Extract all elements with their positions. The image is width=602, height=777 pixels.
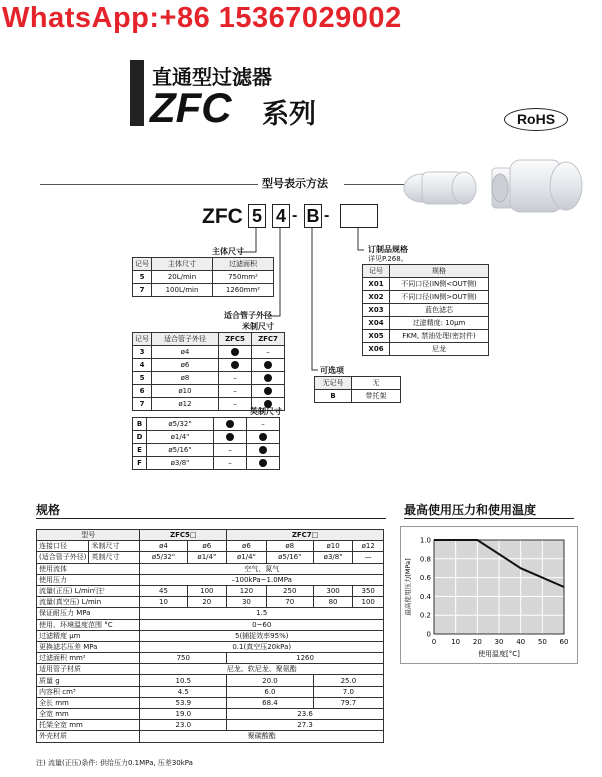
x-tick-label: 30 <box>494 638 504 646</box>
chart-title: 最高使用压力和使用温度 <box>404 503 537 517</box>
table-row: 型号 ZFC5□ ZFC7□ <box>37 530 384 541</box>
available-dot <box>226 433 234 441</box>
custom-subtitle: 详见P.268。 <box>368 255 408 263</box>
rohs-logo: RoHS <box>504 108 568 131</box>
table-row: 外壳材质 聚碳酸酯 <box>37 731 384 742</box>
table-row: X03 蓝色滤芯 <box>363 304 489 317</box>
x-tick-label: 0 <box>431 638 437 646</box>
title-series: ZFC <box>150 84 232 131</box>
spec-divider <box>36 518 386 519</box>
tube-table: 记号 适合管子外径 ZFC5 ZFC7 3 ø4 – 4 ø6 5 ø8 – 6 ø10 – 7 ø12 – <box>132 332 285 411</box>
option-table <box>314 376 401 403</box>
table-row: (适合管子外径) 英制尺寸 ø5/32" ø1/4" ø1/4" ø5/16" ø3/8" — <box>37 552 384 563</box>
available-dot <box>264 387 272 395</box>
table-row: X04 过滤精度: 10µm <box>363 317 489 330</box>
table-row: X05 FKM, 禁油处理(密封件) <box>363 330 489 343</box>
y-tick-label: 0.4 <box>419 592 431 601</box>
chart-svg <box>400 526 576 662</box>
y-tick-label: 0.2 <box>419 611 431 620</box>
model-dash-1: - <box>292 207 298 224</box>
table-row: 质量 g 10.5 20.0 25.0 <box>37 675 384 686</box>
y-tick-label: 1.0 <box>419 536 431 545</box>
table-row: X01 不同口径(IN侧<OUT侧) <box>363 278 489 291</box>
x-axis-label: 使用温度[°C] <box>478 650 520 658</box>
y-tick-label: 0.6 <box>419 574 431 583</box>
body-size-title: 主体尺寸 <box>212 247 244 256</box>
watermark-text: WhatsApp:+86 15367029002 <box>2 2 402 34</box>
table-row: B ø5/32" – <box>133 418 280 431</box>
x-tick-label: 10 <box>451 638 461 646</box>
model-dash-2: - <box>324 207 330 224</box>
table-row: 托架全宽 mm 23.0 27.3 <box>37 720 384 731</box>
table-row: 6 ø10 – <box>133 385 285 398</box>
body-size-table <box>132 257 274 297</box>
model-port-box: 4 <box>272 204 290 228</box>
table-row: 3 ø4 – <box>133 346 285 359</box>
y-tick-label: 0.8 <box>419 555 431 564</box>
title-cn: 直通型过滤器 <box>152 65 272 89</box>
table-row: X02 不同口径(IN侧>OUT侧) <box>363 291 489 304</box>
available-dot <box>226 420 234 428</box>
th-area: 过滤面积 <box>213 258 274 271</box>
table-row: 过滤面积 mm² 750 1260 <box>37 653 384 664</box>
chart-divider <box>404 518 574 519</box>
model-option-box: B <box>304 204 322 228</box>
table-row: B 带托架 <box>315 390 401 403</box>
table-row: D ø1/4" <box>133 431 280 444</box>
available-dot <box>264 374 272 382</box>
inch-title: 英制尺寸 <box>250 407 282 416</box>
table-row: 全宽 mm 19.0 23.6 <box>37 709 384 720</box>
table-row: 更换滤芯压差 MPa 0.1(真空压20kPa) <box>37 641 384 652</box>
table-row: 7 100L/min 1260mm² <box>133 284 274 297</box>
table-row: 使用压力 –100kPa~1.0MPa <box>37 574 384 585</box>
custom-title: 订制品规格 <box>368 245 408 254</box>
available-dot <box>259 446 267 454</box>
table-row: 4 ø6 <box>133 359 285 372</box>
spec-note: 注) 流量(正压)条件: 供给压力0.1MPa, 压差30kPa <box>36 759 193 767</box>
table-row: 连接口径 米制尺寸 ø4 ø6 ø6 ø8 ø10 ø12 <box>37 541 384 552</box>
x-tick-label: 20 <box>472 638 482 646</box>
table-row: E ø5/16" – <box>133 444 280 457</box>
spec-table <box>36 529 384 743</box>
y-tick-label: 0 <box>426 630 431 639</box>
option-title: 可选项 <box>320 366 344 375</box>
custom-table: 记号 规格 X01 不同口径(IN侧<OUT侧) X02 不同口径(IN侧>OUT侧) X03 蓝色滤芯 X04 过滤精度: 10µm X05 FKM, 禁油处理(密封件) X06 尼龙 <box>362 264 489 356</box>
table-row: 使用、环境温度范围 °C 0~60 <box>37 619 384 630</box>
spec-title: 规格 <box>36 503 61 517</box>
available-dot <box>231 361 239 369</box>
table-row: 5 ø8 – <box>133 372 285 385</box>
table-row: 保证耐压力 MPa 1.5 <box>37 608 384 619</box>
table-row: X06 尼龙 <box>363 343 489 356</box>
table-row: 使用流体 空气、氮气 <box>37 563 384 574</box>
tube-metric-title: 米制尺寸 <box>242 322 274 331</box>
model-size-box: 5 <box>248 204 266 228</box>
available-dot <box>259 459 267 467</box>
table-row: 流量(正压) L/min⁽注⁾ 45 100 120 250 300 350 <box>37 585 384 596</box>
table-row: 适用管子材质 尼龙、软尼龙、聚氨酯 <box>37 664 384 675</box>
th-body: 主体尺寸 <box>152 258 213 271</box>
model-section-title: 型号表示方法 <box>262 177 328 190</box>
table-row: 全长 mm 53.9 68.4 79.7 <box>37 697 384 708</box>
table-row: 内容积 cm³ 4.5 6.0 7.0 <box>37 686 384 697</box>
model-prefix: ZFC <box>202 205 243 228</box>
available-dot <box>231 348 239 356</box>
x-tick-label: 40 <box>516 638 526 646</box>
table-row: 过滤精度 µm 5(捕捉效率95%) <box>37 630 384 641</box>
th-code: 记号 <box>133 258 152 271</box>
table-row: 无记号 无 <box>315 377 401 390</box>
tube-title: 适合管子外径 <box>224 311 272 320</box>
table-row: 流量(真空压) L/min 10 20 30 70 80 100 <box>37 597 384 608</box>
table-row: 7 ø12 – <box>133 398 285 411</box>
inch-table <box>132 417 280 470</box>
title-series-suffix: 系列 <box>262 99 316 130</box>
y-axis-label: 最高使用压力[MPa] <box>404 558 412 616</box>
x-tick-label: 60 <box>559 638 569 646</box>
x-tick-label: 50 <box>537 638 547 646</box>
table-row: 5 20L/min 750mm² <box>133 271 274 284</box>
available-dot <box>259 433 267 441</box>
available-dot <box>264 361 272 369</box>
table-row: F ø3/8" – <box>133 457 280 470</box>
